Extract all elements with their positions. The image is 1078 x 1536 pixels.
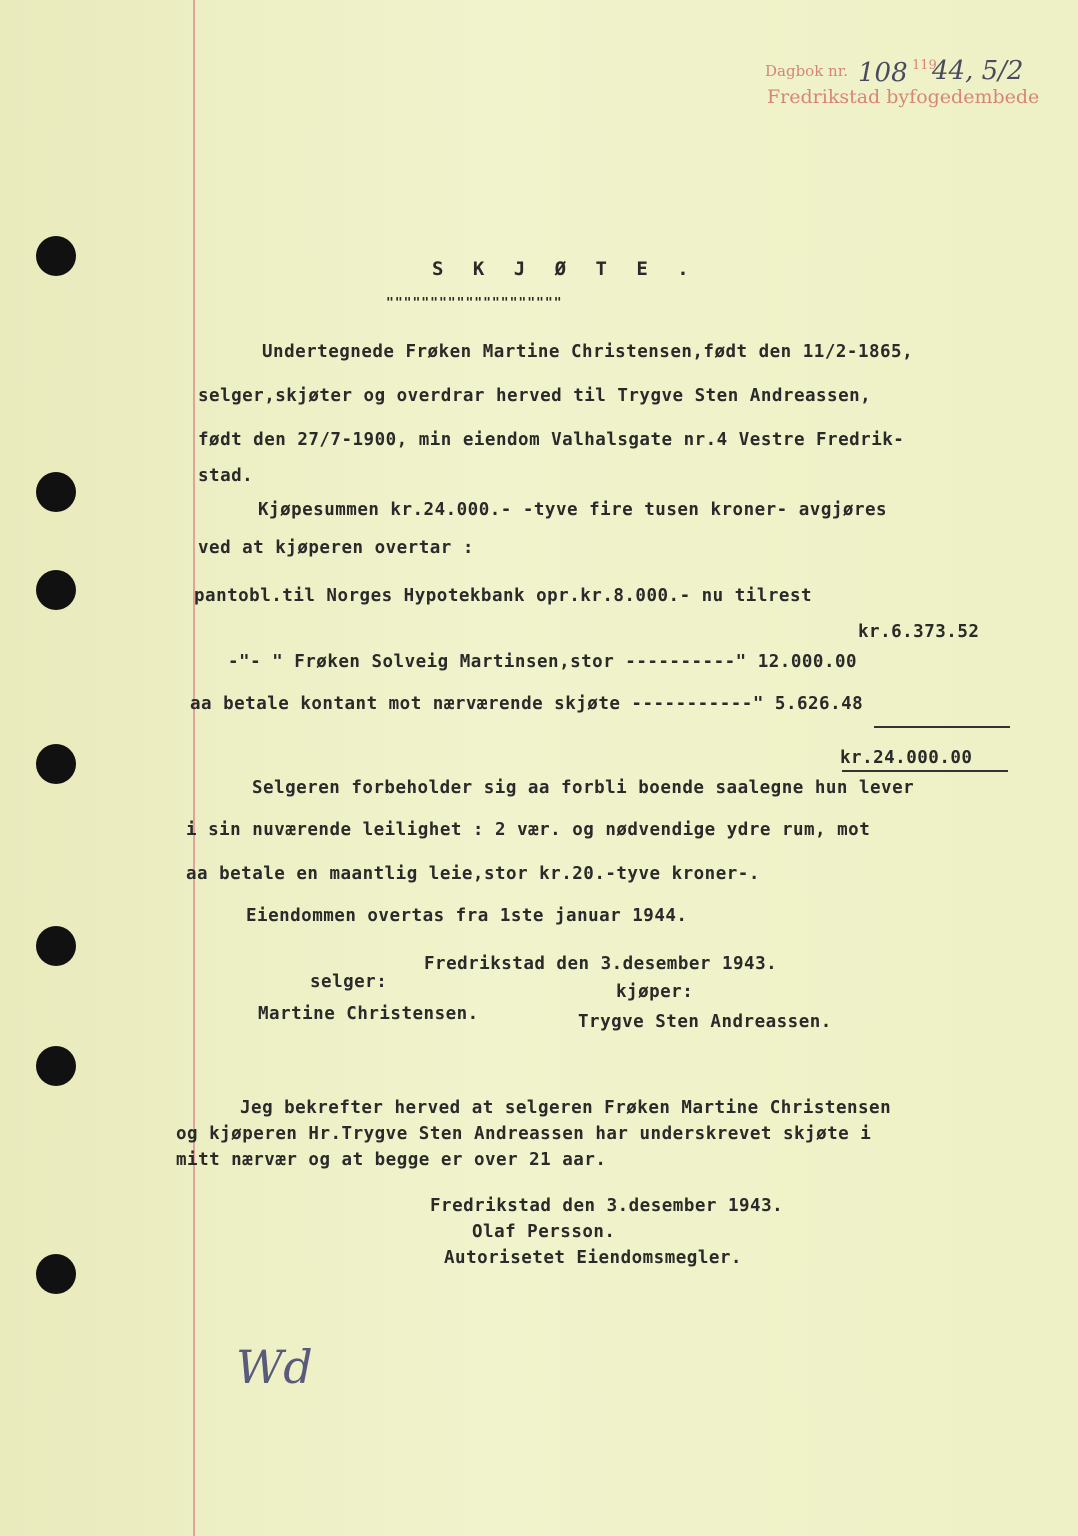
seller-label: selger: <box>310 972 388 992</box>
amount-total: kr.24.000.00 <box>840 748 973 768</box>
punch-hole <box>36 926 76 966</box>
buyer-label: kjøper: <box>616 982 694 1002</box>
place-date: Fredrikstad den 3.desember 1943. <box>430 1196 784 1216</box>
document-title: S K J Ø T E . <box>432 258 698 280</box>
text-line: pantobl.til Norges Hypotekbank opr.kr.8.000.- nu tilrest <box>194 586 813 606</box>
sum-rule <box>874 726 1010 728</box>
text-line: og kjøperen Hr.Trygve Sten Andreassen har underskrevet skjøte i <box>176 1124 872 1144</box>
stamp-dagbok: Dagbok nr. <box>765 62 849 80</box>
total-rule <box>842 770 1008 772</box>
punch-hole <box>36 744 76 784</box>
broker-title: Autorisetet Eiendomsmegler. <box>444 1248 742 1268</box>
text-line: Eiendommen overtas fra 1ste januar 1944. <box>246 906 688 926</box>
text-line: stad. <box>198 466 254 486</box>
text-line: Selgeren forbeholder sig aa forbli boende saalegne hun lever <box>252 778 915 798</box>
punch-hole <box>36 1046 76 1086</box>
seller-name: Martine Christensen. <box>258 1004 479 1024</box>
text-line: i sin nuværende leilighet : 2 vær. og nødvendige ydre rum, mot <box>186 820 871 840</box>
buyer-name: Trygve Sten Andreassen. <box>578 1012 832 1032</box>
handwritten-suffix: 119 <box>912 58 937 73</box>
text-line: ved at kjøperen overtar : <box>198 538 474 558</box>
amount-mortgage: kr.6.373.52 <box>858 622 980 642</box>
punch-hole <box>36 236 76 276</box>
text-line: -"- " Frøken Solveig Martinsen,stor ----------" 12.000.00 <box>228 652 858 672</box>
broker-name: Olaf Persson. <box>472 1222 616 1242</box>
stamp-office: Fredrikstad byfogedembede <box>767 86 1040 108</box>
text-line: aa betale kontant mot nærværende skjøte -----------" 5.626.48 <box>190 694 864 714</box>
title-underline: """""""""""""""""""" <box>386 296 563 311</box>
text-line: mitt nærvær og at begge er over 21 aar. <box>176 1150 607 1170</box>
margin-line <box>193 0 195 1536</box>
text-line: født den 27/7-1900, min eiendom Valhalsgate nr.4 Vestre Fredrik- <box>198 430 905 450</box>
punch-hole <box>36 1254 76 1294</box>
text-line: selger,skjøter og overdrar herved til Trygve Sten Andreassen, <box>198 386 872 406</box>
punch-hole <box>36 570 76 610</box>
text-line: Undertegnede Frøken Martine Christensen,født den 11/2-1865, <box>262 342 914 362</box>
text-line: aa betale en maantlig leie,stor kr.20.-tyve kroner-. <box>186 864 760 884</box>
punch-hole <box>36 472 76 512</box>
handwritten-number: 108 <box>858 58 908 88</box>
handwritten-date: 44, 5/2 <box>932 56 1024 86</box>
text-line: Kjøpesummen kr.24.000.- -tyve fire tusen kroner- avgjøres <box>258 500 888 520</box>
handwritten-initials: Wd <box>236 1340 313 1394</box>
place-date: Fredrikstad den 3.desember 1943. <box>424 954 778 974</box>
text-line: Jeg bekrefter herved at selgeren Frøken Martine Christensen <box>240 1098 892 1118</box>
